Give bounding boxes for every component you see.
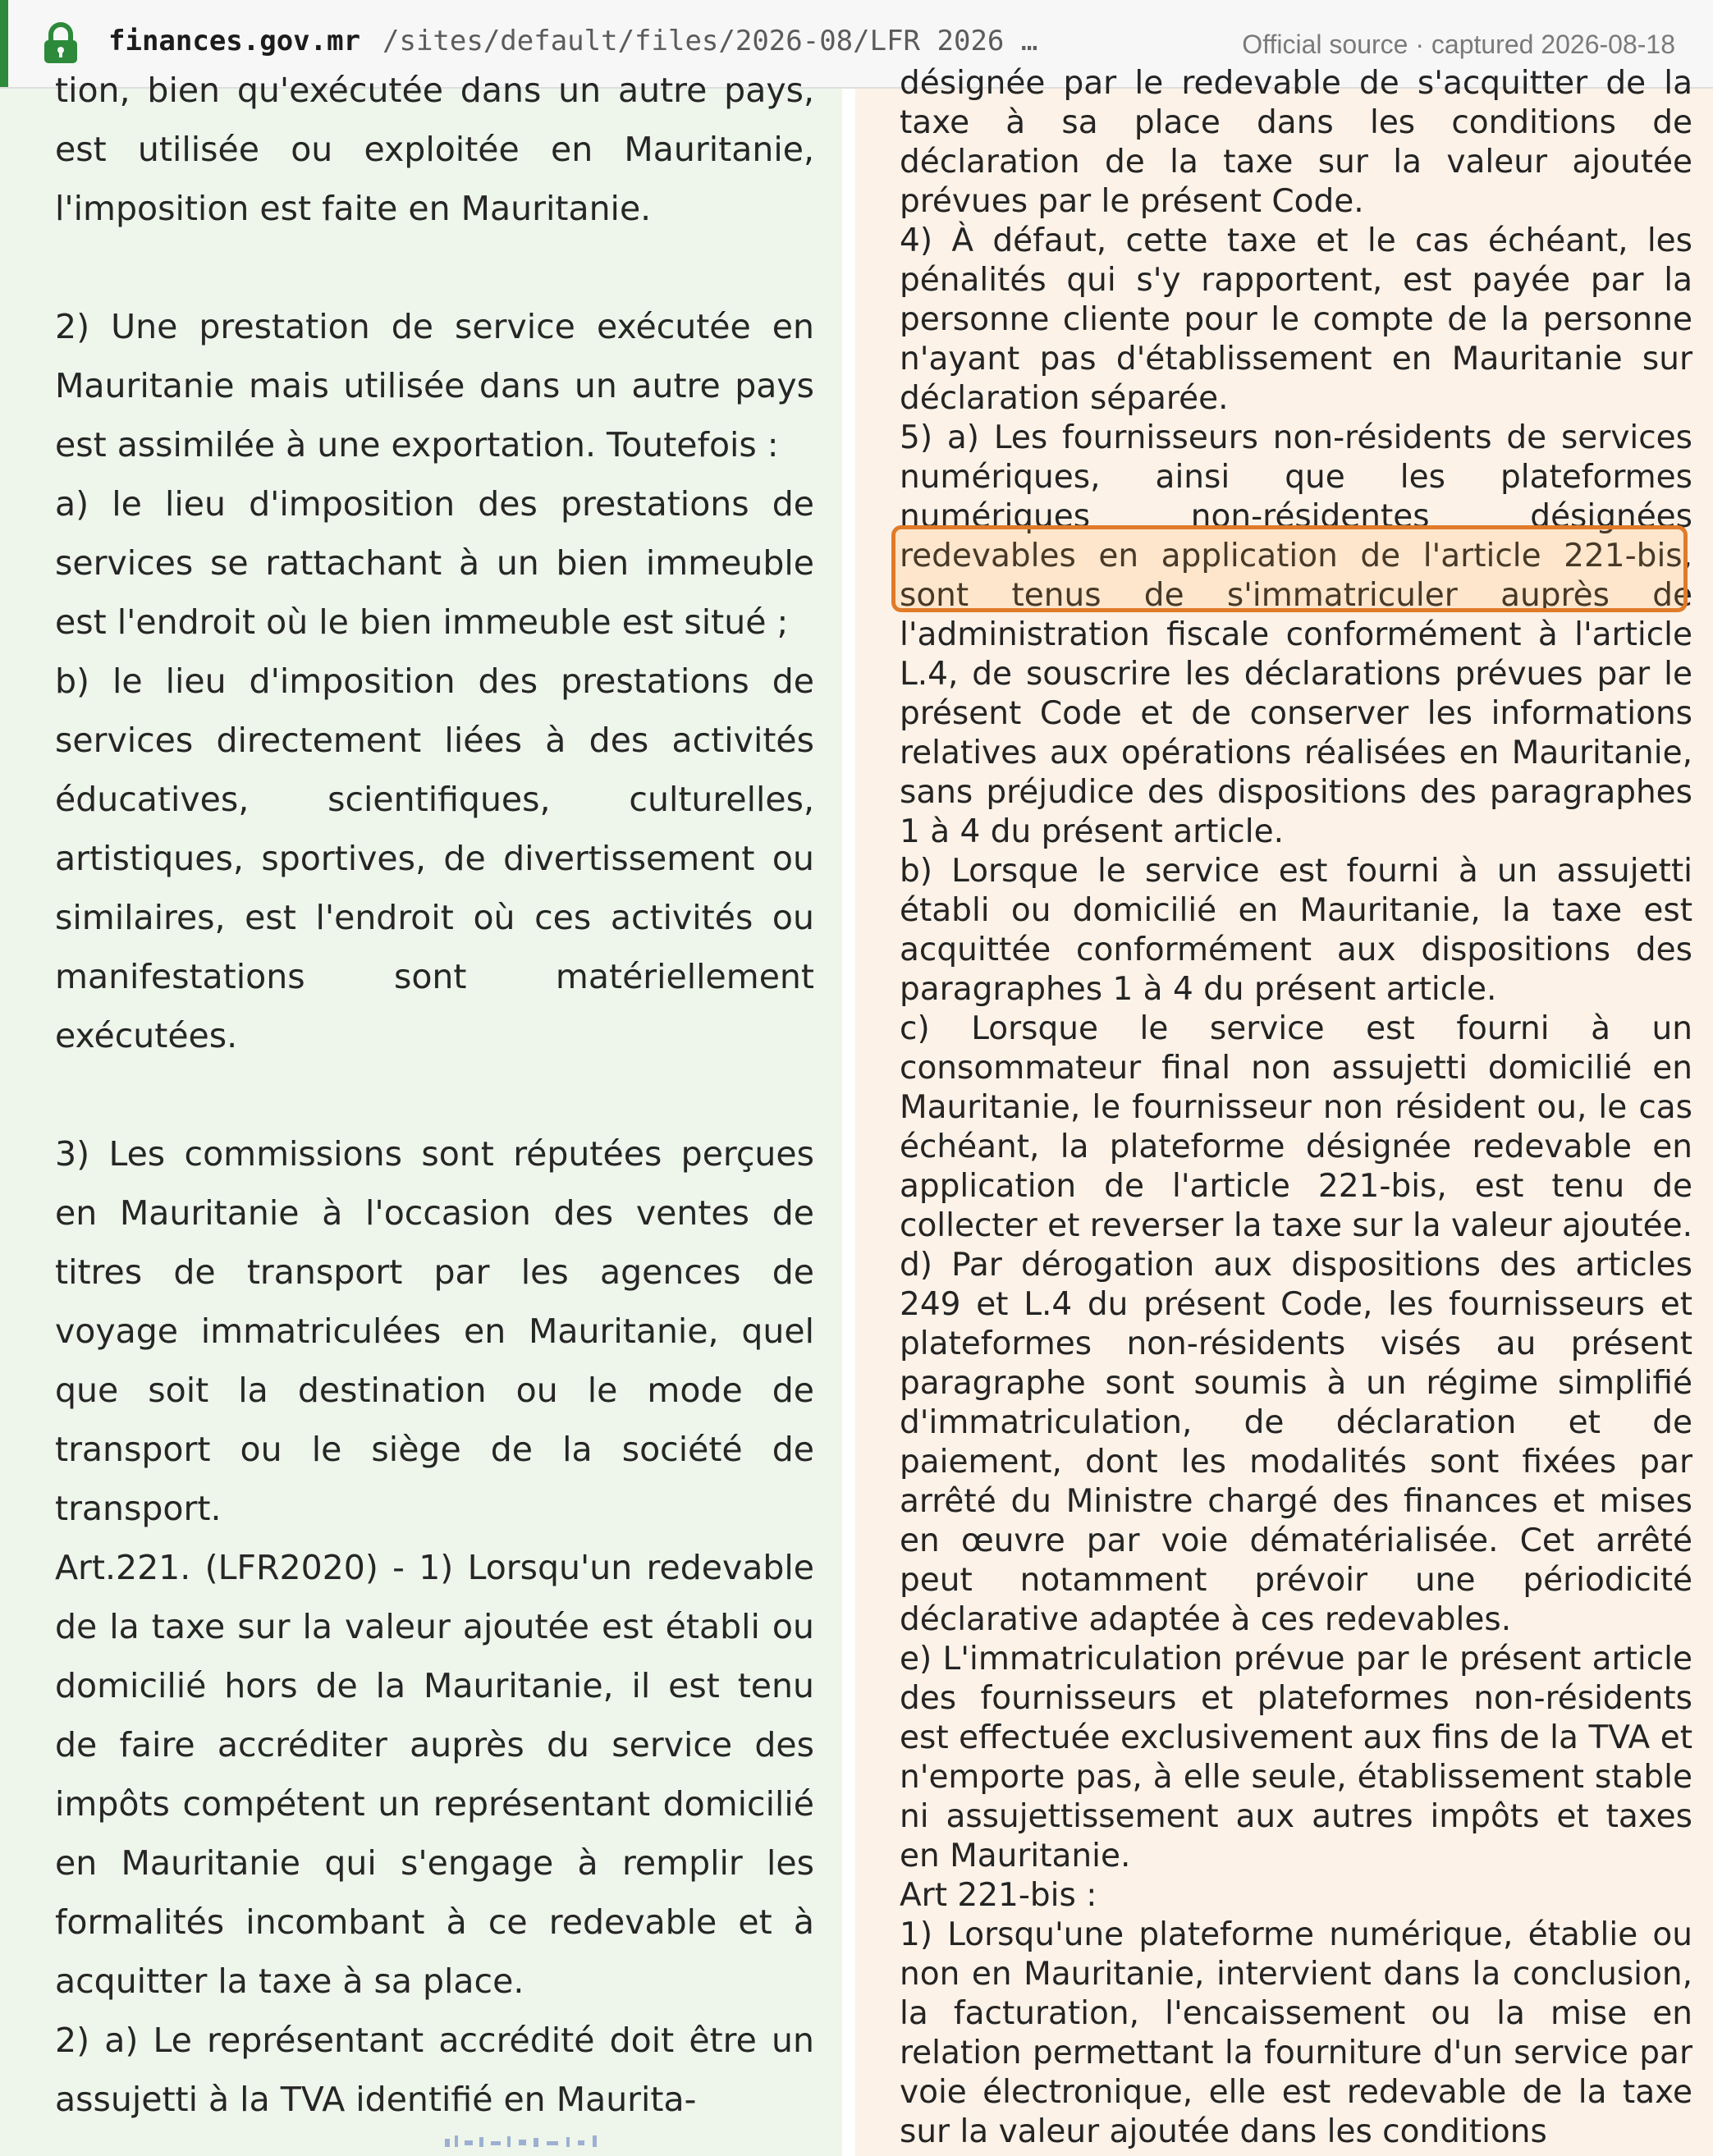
stamp-mark xyxy=(443,2134,706,2150)
right-column-text xyxy=(900,64,1692,2152)
right-paragraph: 5) a) Les fournisseurs non-résidents de services numériques, ainsi que les plateformes numériques non-résidentes désignées redevables en application de l'article 221-bis, sont tenus de s'immatriculer auprès de l'administration fiscale conformément à l'article L.4, de souscrire les déclarations prévues par le présent Code et de conserver les informations relatives aux opérations réalisées en Mauritanie, sans préjudice des dispositions des paragraphes 1 à 4 du présent article. xyxy=(900,419,1692,850)
left-paragraph: 2) a) Le représentant accrédité doit être un assujetti à la TVA identifié en Maurita- xyxy=(55,2021,814,2119)
right-paragraph: 1) Lorsqu'une plateforme numérique, établie ou non en Mauritanie, intervient dans la conclusion, la facturation, l'encaissement ou la mise en relation permettant la fourniture d'un service par voie électronique, elle est redevable de la taxe sur la valeur ajoutée dans les conditions xyxy=(900,1916,1692,2150)
right-paragraph: désignée par le redevable de s'acquitter de la taxe à sa place dans les conditions de déclaration de la taxe sur la valeur ajoutée prévues par le présent Code. xyxy=(900,65,1692,220)
left-paragraph: Art.221. (LFR2020) - 1) Lorsqu'un redevable de la taxe sur la valeur ajoutée est établi ou domicilié hors de la Mauritanie, il est tenu de faire accréditer auprès du service des impôts compétent un représentant domicilié en Mauritanie qui s'engage à remplir les formalités incombant à ce redevable et à acquitter la taxe à sa place. xyxy=(55,1548,814,2001)
left-paragraph: 3) Les commissions sont réputées perçues en Mauritanie à l'occasion des ventes de titres de transport par les agences de voyage immatriculées en Mauritanie, quel que soit la destination ou le mode de transport ou le siège de la société de transport. xyxy=(55,1134,814,1528)
lock-icon xyxy=(43,23,79,64)
left-column-text xyxy=(55,61,814,2129)
url-host[interactable]: finances.gov.mr xyxy=(108,25,361,57)
right-paragraph: 4) À défaut, cette taxe et le cas échéant, les pénalités qui s'y rapportent, est payée par la personne cliente pour le compte de la personne n'ayant pas d'établissement en Mauritanie sur déclaration séparée. xyxy=(900,222,1692,417)
right-paragraph: e) L'immatriculation prévue par le présent article des fournisseurs et plateformes non-résidents est effectuée exclusivement aux fins de la TVA et n'emporte pas, à elle seule, établissement stable ni assujettissement aux autres impôts et taxes en Mauritanie. xyxy=(900,1641,1692,1874)
left-page-column xyxy=(0,71,842,2156)
blank-line xyxy=(55,238,814,297)
right-paragraph: d) Par dérogation aux dispositions des articles 249 et L.4 du présent Code, les fournisseurs et plateformes non-résidents visés au présent paragraphe sont soumis à un régime simplifié d'immatriculation, de déclaration et de paiement, dont les modalités sont fixées par arrêté du Ministre chargé des finances et mises en œuvre par voie dématérialisée. Cet arrêté peut notamment prévoir une périodicité déclarative adaptée à ces redevables. xyxy=(900,1247,1692,1638)
left-paragraph: tion, bien qu'exécutée dans un autre pays, est utilisée ou exploitée en Mauritanie, l'imposition est faite en Mauritanie. xyxy=(55,71,814,228)
left-paragraph: a) le lieu d'imposition des prestations de services se rattachant à un bien immeuble est l'endroit où le bien immeuble est situé ; xyxy=(55,484,814,642)
column-gutter xyxy=(842,89,855,2156)
left-paragraph: b) le lieu d'imposition des prestations de services directement liées à des activités éducatives, scientifiques, culturelles, artistiques, sportives, de divertissement ou similaires, est l'endroit où ces activités ou manifestations sont matériellement exécutées. xyxy=(55,661,814,1055)
url-path[interactable]: /sites/default/files/2026-08/LFR 2026 … xyxy=(382,25,1038,57)
right-paragraph: c) Lorsque le service est fourni à un consommateur final non assujetti domicilié en Mauritanie, le fournisseur non résident ou, le cas échéant, la plateforme désignée redevable en application de l'article 221-bis, est tenu de collecter et reverser la taxe sur la valeur ajoutée. xyxy=(900,1010,1692,1244)
article-heading: Art 221-bis : xyxy=(900,1877,1097,1914)
source-accent-strip xyxy=(0,0,8,87)
right-paragraph: b) Lorsque le service est fourni à un assujetti établi ou domicilié en Mauritanie, la taxe est acquittée conformément aux dispositions des paragraphes 1 à 4 du présent article. xyxy=(900,853,1692,1008)
blank-line xyxy=(55,1065,814,1124)
left-paragraph: 2) Une prestation de service exécutée en Mauritanie mais utilisée dans un autre pays est assimilée à une exportation. Toutefois : xyxy=(55,307,814,465)
highlight-box xyxy=(891,525,1688,612)
right-page-column xyxy=(855,65,1713,2156)
source-meta: Official source · captured 2026-08-18 xyxy=(1242,30,1675,59)
